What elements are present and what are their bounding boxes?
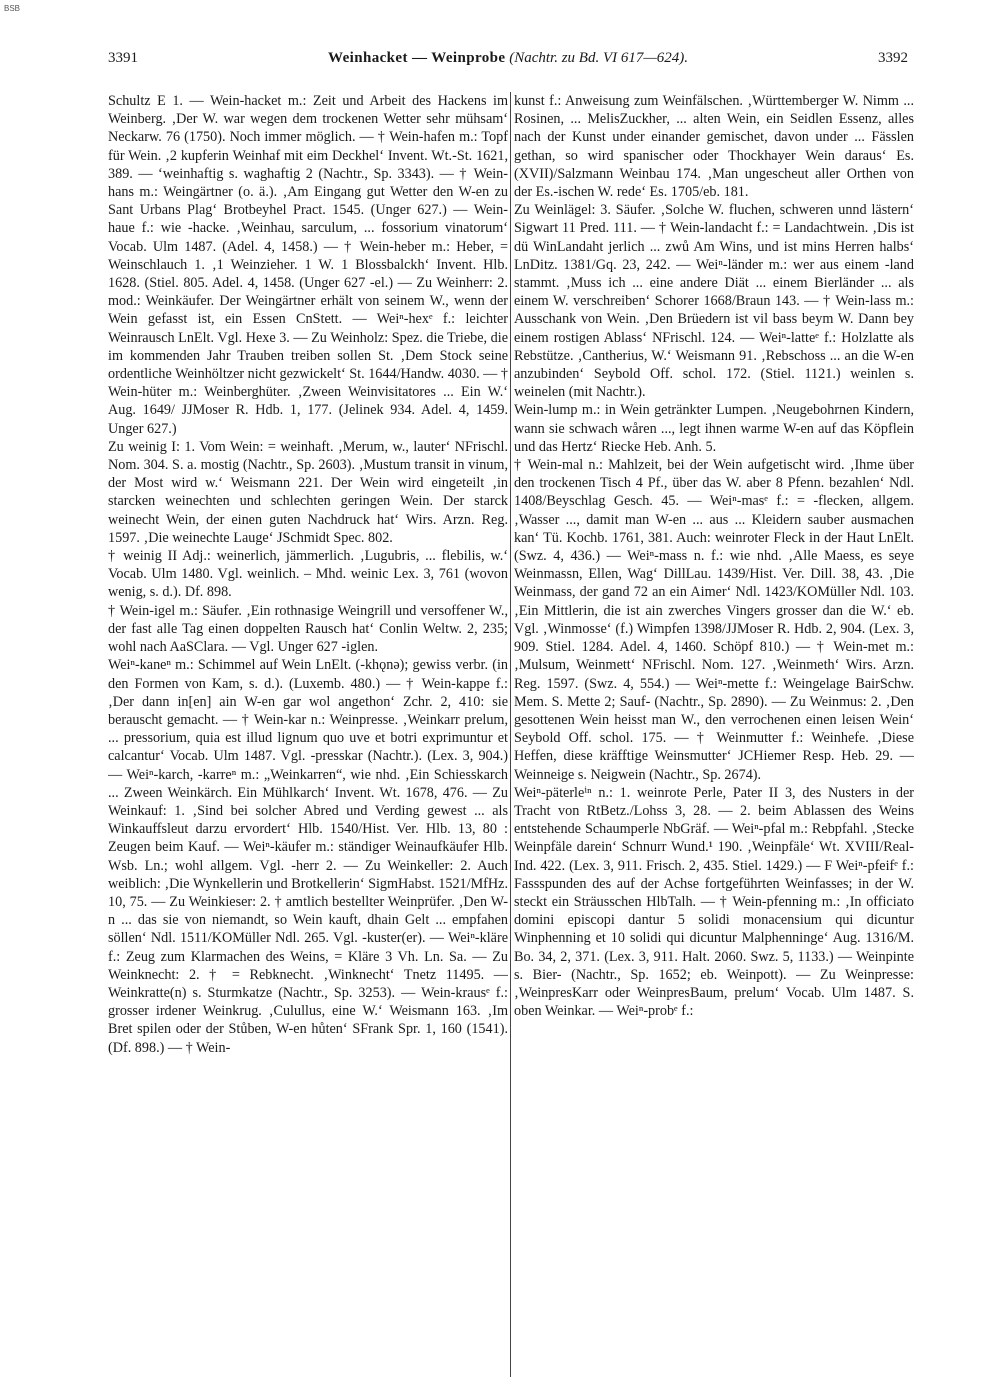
running-header xyxy=(108,50,908,72)
entry-paragraph: Zu weinig I: 1. Vom Wein: = weinhaft. ‚Merum, w., lauter‘ NFrischl. Nom. 304. S. a. mostig (Nachtr., Sp. 2603). ‚Mustum transit in vinum, der Most wird w.‘ Weismann 221. Der Wein wird eingeteilt ‚in starcken weinechten und schlechten geringen Wein. Der starck weinecht Wein, der einen guten Nachdruck hat‘ Wirs. Arzn. Reg. 1597. ‚Die weinechte Lauge‘ JSchmidt Spec. 802. xyxy=(108,438,508,546)
right-column xyxy=(514,92,914,1382)
entry-paragraph: Weiⁿ-päterleⁱⁿ n.: 1. weinrote Perle, Pater II 3, des Nusters in der Tracht von RtBetz./Lohss 3, 28. — 2. beim Ablassen des Weins entstehende Schaumperle NbGräf. — Weiⁿ-pfal m.: Rebpfahl. ‚Stecke Weinpfäle darein‘ Schnurr Wund.¹ 190. ‚Weinpfäle‘ Wt. XVIII/Real-Ind. 422. (Lex. 3, 911. Frisch. 2, 435. Stiel. 1429.) — F Weiⁿ-pfeifᵉ f.: Fassspunden des auf der Achse fortgeführten Weinfasses; in der W. steckt ein Sträusschen HlbTalh. — † Wein-pfenning m.: ‚In officiato domini episcopi dantur 5 solidi monacensium qui dicuntur Winphenning et 10 solidi qui dicuntur Malphenninge‘ Aug. 1316/M. Bo. 34, 2, 371. (Lex. 3, 911. Halt. 2060. Swz. 5, 1133.) — Weinpinte s. Bier- (Nachtr., Sp. 1652; eb. Weinpott). — Zu Weinpresse: ‚WeinpresKarr oder WeinpresBaum, prelum‘ Vocab. Ulm 1487. S. oben Weinkar. — Weiⁿ-probᵉ f.: xyxy=(514,784,914,1020)
header-title-reference: (Nachtr. zu Bd. VI 617—624). xyxy=(509,50,688,66)
entry-paragraph: Weiⁿ-kaneⁿ m.: Schimmel auf Wein LnElt. (-khǫnə); gewiss verbr. (in den Formen von Kam, s. d.). (Luxemb. 480.) — † Wein-kappe f.: ‚Der dann in[en] ain W-en gar wol angethon‘ Zchr. 2, 410: sie berauscht gemacht. — † Wein-kar n.: Weinpresse. ‚Weinkarr prelum, ... pressorium, quia est illud lignum quo uve et botri exprimuntur et calcantur‘ Vocab. Ulm 1487. Vgl. -presskar (Nachtr.). (Lex. 3, 904.) — Weiⁿ-karch, -karreⁿ m.: „Weinkarren“, wie nhd. ‚Ein Schiesskarch ... Zween Weinkärch. Ein Mühlkarch‘ Invent. Wt. 1678, 476. — Zu Weinkauf: 1. ‚Sind bei solcher Abred und Verding gewest ... als Winkauffsleut darzu ervordert‘ Hlb. 1540/Hist. Ver. Hlb. 13, 80 : Zeugen beim Kauf. — Weiⁿ-käufer m.: ständiger Weinaufkäufer Hlb. Wsb. Ln.; wohl allgem. Vgl. -herr 2. — Zu Weinkeller: 2. Auch weiblich: ‚Die Wynkellerin und Brotkellerin‘ SigmHabst. 1521/MfHz. 10, 75. — Zu Weinkieser: 2. † amtlich bestellter Weinprüfer. ‚Den W-n ... das sie von niemandt, so Wein kauft, dhain Gelt ... empfahen söllen‘ Ndl. 1511/KOMüller Ndl. 265. Vgl. -kuster(er). — Weiⁿ-kläre f.: Zeug zum Klarmachen des Weins, = Kläre 3 Vh. Ln. Sa. — Zu Weinknecht: 2. † = Rebknecht. ‚Winknecht‘ Tnetz 11495. — Weinkratte(n) s. Sturmkatze (Nachtr., Sp. 3253). — Wein-krausᵉ f.: grosser irdener Weinkrug. ‚Culullus, eine W.‘ Weismann 163. ‚Im Bret spilen oder der Stůben, W-en hůten‘ SFrank Spr. 1, 160 (1541). (Df. 898.) — † Wein- xyxy=(108,657,508,1056)
column-divider xyxy=(510,92,511,1377)
page-number-right: 3392 xyxy=(878,50,908,66)
entry-paragraph: Zu Weinlägel: 3. Säufer. ‚Solche W. fluchen, schweren unnd lästern‘ Sigwart 11 Pred. 111. — † Wein-landacht f.: = Landachtwein. ‚Dis ist dü WinLandaht jerlich ... zwů Am Wins, und ist mins Herren halbs‘ LnDitz. 1381/Gq. 23, 242. — Weiⁿ-länder m.: wer aus einem -land stammt. ‚Muss ich ... eine andere Diät ... einem Bierländer ... als einem W. verschreiben‘ Schorer 1668/Braun 143. — † Wein-lass m.: Ausschank von Wein. ‚Den Brüedern ist vil bass beym W. Dann bey einem rostigen Ablass‘ NFrischl. 124. — Weiⁿ-latteᵉ f.: Holzlatte als Rebstütze. ‚Cantherius, W.‘ Weismann 91. ‚Rebschoss ... an die W-en anzubinden‘ Seybold Off. schol. 172. (Stiel. 1121.) weinlen s. weinelen (mit Nachtr.). xyxy=(514,202,914,401)
entry-paragraph: Schultz E 1. — Wein-hacket m.: Zeit und Arbeit des Hackens im Weinberg. ‚Der W. war wegen dem trockenen Wetter sehr mühsam‘ Neckarw. 76 (1750). Noch immer möglich. — † Wein-hafen m.: Topf für Wein. ‚2 kupferin Weinhaf mit eim Deckhel‘ Invent. Wt.-St. 1621, 389. — ‘weinhaftig s. waghaftig 2 (Nachtr., Sp. 3343). — † Wein-hans m.: Weingärtner (o. ä.). ‚Am Eingang gut Wetter den W-en zu Sant Urbans Plag‘ Brotbeyhel Pract. 1545. (Unger 627.) — Wein-haue f.: wie -hacke. ‚Weinhau, sarculum, ... fossorium vinatorum‘ Vocab. Ulm 1487. (Adel. 4, 1458.) — † Wein-heber m.: Heber, = Weinschlauch 1. ‚1 Weinzieher. 1 W. 1 Blossbalckh‘ Invent. Hlb. 1628. (Stiel. 805. Adel. 4, 1458. (Unger 627 -el.) — Zu Weinherr: 2. mod.: Weinkäufer. Der Weingärtner erhält von seinem W., wenn der Wein gefasst ist, ein Essen CnStett. — Weiⁿ-hexᵉ f.: leichter Weinrausch LnElt. Vgl. Hexe 3. — Zu Weinholz: Spez. die Triebe, die im kommenden Jahr Trauben treiben sollen St. ‚Dem Stock seine ordentliche Weinhöltzer nicht gezwickelt‘ St. 1644/Handw. 4030. — † Wein-hüter m.: Weinberghüter. ‚Zween Weinvisitatores ... Ein W.‘ Aug. 1649/ JJMoser R. Hdb. 1, 177. (Jelinek 934. Adel. 4, 1459. Unger 627.) xyxy=(108,93,508,437)
library-stamp: BSB xyxy=(4,4,21,13)
header-title xyxy=(108,50,908,67)
entry-paragraph: † Wein-mal n.: Mahlzeit, bei der Wein aufgetischt wird. ‚Ihme über den trockenen Tisch 4 Pf., über das W. aber 8 Pfenn. bezahlen‘ Ndl. 1408/Beyschlag Gesch. 45. — Weiⁿ-masᵉ f.: = -flecken, allgem. ‚Wasser ..., damit man W-en ... aus ... Kleidern sauber ausmachen kan‘ Tü. Kochb. 1761, 381. Auch: weinroter Fleck in der Haut LnElt. (Swz. 4, 436.) — Weiⁿ-mass n. f.: wie nhd. ‚Alle Maess, es seye Weinmassn, Ellen, Wag‘ DillLau. 1439/Hist. Ver. Dill. 38, 43. ‚Die Weinmass, der gand 72 an ein Aimer‘ Ndl. 1423/KOMüller Ndl. 103. ‚Ein Mittlerin, die ist ain zwerches Vingers grosser dan die W.‘ eb. Vgl. ‚Winmosse‘ (f.) Wimpfen 1398/JJMoser R. Hdb. 2, 904. (Lex. 3, 909. Stiel. 1284. Adel. 4, 1460. Schöpf 810.) — † Wein-met m.: ‚Mulsum, Weinmett‘ NFrischl. Nom. 127. ‚Weinmeth‘ Wirs. Arzn. Reg. 1597. (Swz. 4, 554.) — Weiⁿ-mette f.: Weingelage BairSchw. Mem. S. Mette 2; Sauf- (Nachtr., Sp. 2890). — Zu Weinmus: 2. ‚Den gesottenen Wein heisst man W., den verrochenen einen leisen Wein‘ Seybold Off. schol. 175. — † Weinmutter f.: Weinhefe. ‚Diese Heffen, diese kräfftige Weinsmutter‘ JCHiemer Resp. Heb. 29. — Weinneige s. Neigwein (Nachtr., Sp. 2674). xyxy=(514,457,914,783)
entry-paragraph: Wein-lump m.: in Wein getränkter Lumpen. ‚Neugebohrnen Kindern, wann sie schwach wåren ..., legt ihnen warme W-en auf das Köpflein und das Hertz‘ Riecke Heb. Anh. 5. xyxy=(514,402,914,455)
entry-paragraph: kunst f.: Anweisung zum Weinfälschen. ‚Württemberger W. Nimm ... Rosinen, ... MelisZuckher, ... alten Wein, ein Seidlen Essenz, alles nach der Kunst under einander gemischet, davon under ... Fässlen gethan, so wird spanischer oder Thockhayer Wein daraus‘ Es. (XVII)/Salzmann Weinbau 174. ‚Man ungescheut aller Orthen von der Es.-ischen W. rede‘ Es. 1705/eb. 181. xyxy=(514,93,914,201)
page-number-left: 3391 xyxy=(108,50,138,66)
entry-paragraph: † weinig II Adj.: weinerlich, jämmerlich. ‚Lugubris, ... flebilis, w.‘ Vocab. Ulm 1480. Vgl. weinlich. – Mhd. weinic Lex. 3, 761 (wovon wenig, s. d.). Df. 898. xyxy=(108,548,508,601)
entry-paragraph: † Wein-igel m.: Säufer. ‚Ein rothnasige Weingrill und versoffener W., der fast alle Tag einen doppelten Rausch hat‘ Conlin Weltw. 2, 235; wohl nach AaSClara. — Vgl. Unger 627 -iglen. xyxy=(108,602,508,656)
header-title-entries: Weinhacket — Weinprobe xyxy=(328,50,506,66)
left-column xyxy=(108,92,508,1382)
